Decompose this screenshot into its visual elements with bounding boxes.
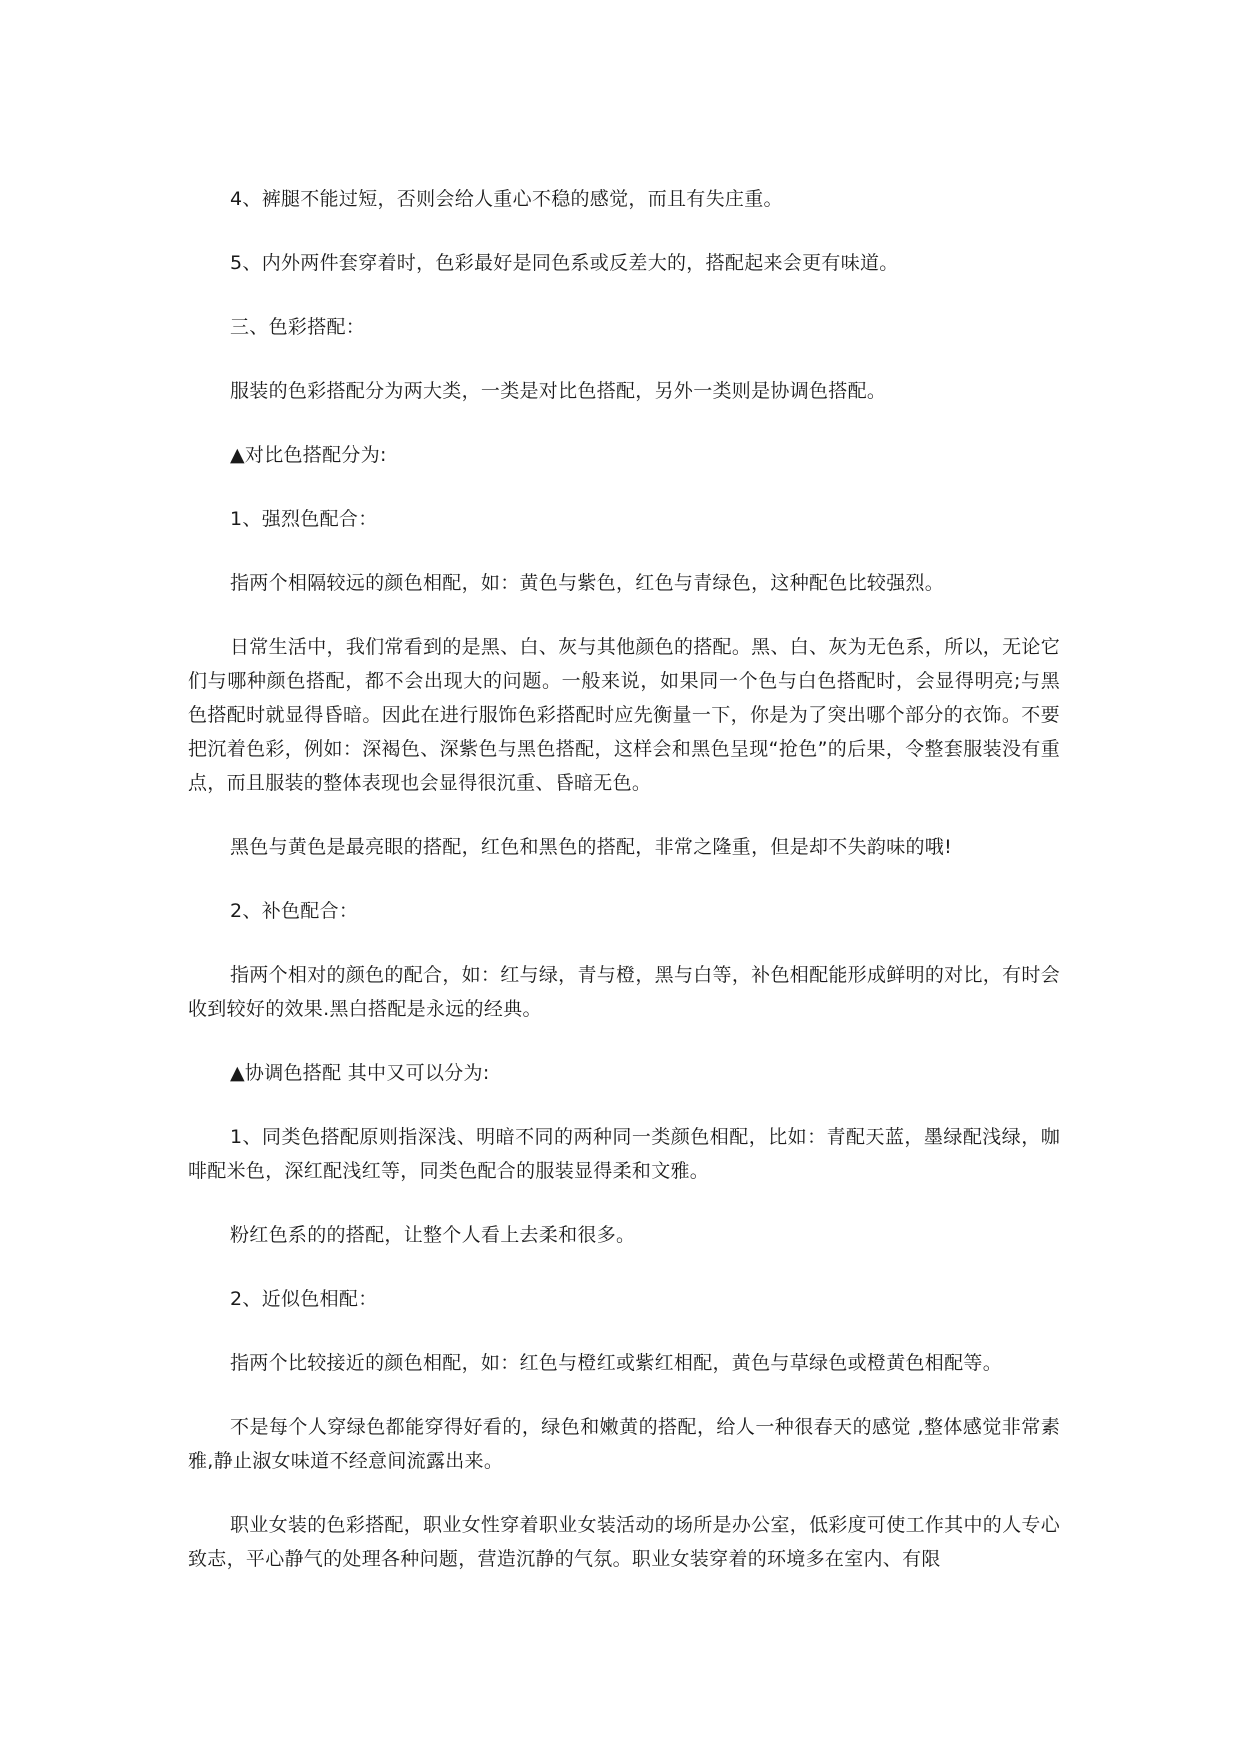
paragraph: 服装的色彩搭配分为两大类，一类是对比色搭配，另外一类则是协调色搭配。 xyxy=(230,380,887,402)
paragraph: 指两个相对的颜色的配合，如：红与绿，青与橙，黑与白等，补色相配能形成鲜明的对比，有时会收到较好的效果.黑白搭配是永远的经典。 xyxy=(188,964,1060,1020)
subsection-heading: ▲对比色搭配分为: xyxy=(230,444,387,466)
paragraph: 黑色与黄色是最亮眼的搭配，红色和黑色的搭配，非常之隆重，但是却不失韵味的哦! xyxy=(230,836,953,858)
paragraph: 职业女装的色彩搭配，职业女性穿着职业女装活动的场所是办公室，低彩度可使工作其中的人专心致志，平心静气的处理各种问题，营造沉静的气氛。职业女装穿着的环境多在室内、有限 xyxy=(188,1514,1060,1570)
paragraph: 指两个比较接近的颜色相配，如：红色与橙红或紫红相配，黄色与草绿色或橙黄色相配等。 xyxy=(230,1352,1003,1374)
document-body xyxy=(188,182,1060,1576)
paragraph: 日常生活中，我们常看到的是黑、白、灰与其他颜色的搭配。黑、白、灰为无色系，所以，无论它们与哪种颜色搭配，都不会出现大的问题。一般来说，如果同一个色与白色搭配时，会显得明亮;与黑色搭配时就显得昏暗。因此在进行服饰色彩搭配时应先衡量一下，你是为了突出哪个部分的衣饰。不要把沉着色彩，例如：深褐色、深紫色与黑色搭配，这样会和黑色呈现“抢色”的后果，令整套服装没有重点，而且服装的整体表现也会显得很沉重、昏暗无色。 xyxy=(188,636,1060,794)
paragraph: 粉红色系的的搭配，让整个人看上去柔和很多。 xyxy=(230,1224,636,1246)
list-item-heading: 1、强烈色配合： xyxy=(230,508,378,530)
section-heading: 三、色彩搭配： xyxy=(230,316,366,338)
paragraph: 4、裤腿不能过短，否则会给人重心不稳的感觉，而且有失庄重。 xyxy=(230,188,783,210)
paragraph: 5、内外两件套穿着时，色彩最好是同色系或反差大的，搭配起来会更有味道。 xyxy=(230,252,899,274)
list-item-heading: 2、近似色相配： xyxy=(230,1288,378,1310)
list-item-heading: 2、补色配合： xyxy=(230,900,359,922)
paragraph: 不是每个人穿绿色都能穿得好看的，绿色和嫩黄的搭配，给人一种很春天的感觉 ,整体感觉非常素雅,静止淑女味道不经意间流露出来。 xyxy=(188,1416,1060,1472)
paragraph: 1、同类色搭配原则指深浅、明暗不同的两种同一类颜色相配，比如：青配天蓝，墨绿配浅绿，咖啡配米色，深红配浅红等，同类色配合的服装显得柔和文雅。 xyxy=(188,1126,1060,1182)
subsection-heading: ▲协调色搭配 其中又可以分为: xyxy=(230,1062,490,1084)
paragraph: 指两个相隔较远的颜色相配，如：黄色与紫色，红色与青绿色，这种配色比较强烈。 xyxy=(230,572,945,594)
